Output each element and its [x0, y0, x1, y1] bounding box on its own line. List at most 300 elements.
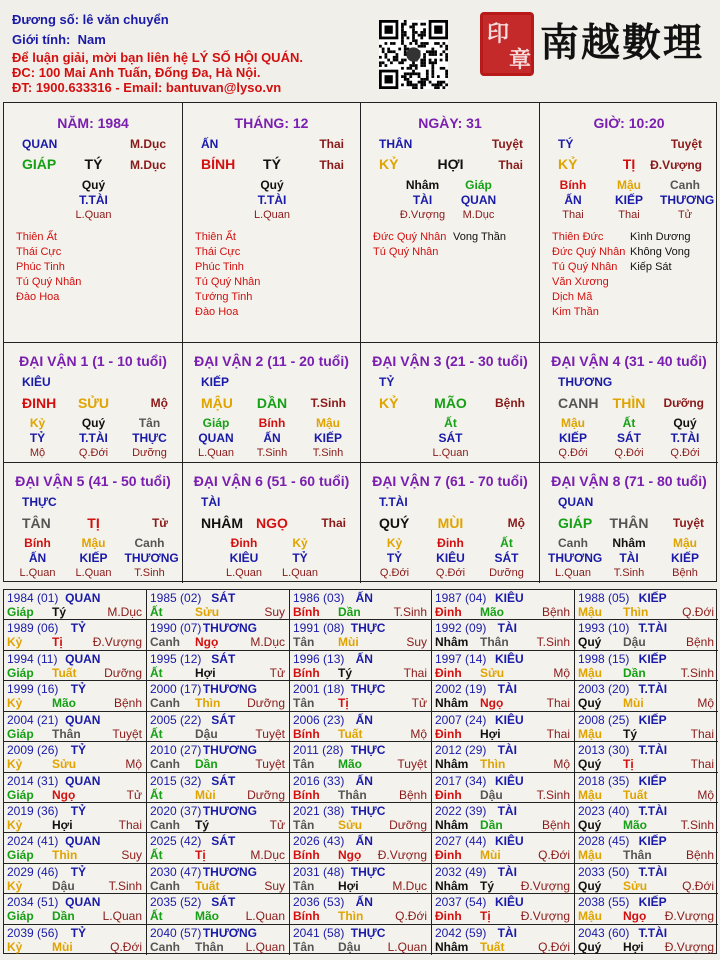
hidden-god: KIẾP [313, 431, 342, 445]
year-cell [432, 894, 575, 925]
year-cell [290, 620, 432, 651]
shensha-item: Kim Thần [552, 306, 599, 318]
year-status: Tuyệt [255, 727, 285, 741]
address-line: ĐC: 100 Mai Anh Tuấn, Đống Đa, Hà Nội. [12, 65, 261, 80]
year-status: M.Dục [392, 879, 427, 893]
shensha-item: Kiếp Sát [630, 261, 672, 273]
year-chi: Dậu [52, 879, 75, 893]
year-ten-god: TÀI [497, 682, 517, 696]
dai-van-chi: NGỌ [256, 515, 288, 531]
year-can: Đinh [435, 848, 462, 862]
hidden-status: Bệnh [672, 567, 698, 579]
year-can: Quý [578, 696, 602, 710]
hidden-status: L.Quan [75, 567, 112, 579]
year-status: Mộ [697, 696, 714, 710]
hidden-stem: Quý [260, 178, 284, 192]
hidden-stem: Đinh [230, 536, 258, 550]
year-chi: Hợi [623, 940, 644, 954]
year-status: Tuyệt [255, 757, 285, 771]
hidden-stem: Mậu [81, 536, 106, 550]
year-cell [432, 742, 575, 773]
hidden-stem: Đinh [437, 536, 464, 550]
dai-van-can: CANH [558, 395, 599, 411]
shensha-item: Văn Xương [552, 276, 609, 288]
hidden-status: T.Sinh [613, 567, 645, 579]
pillar-1 [4, 103, 183, 343]
hidden-god: T.TÀI [79, 431, 108, 445]
year-can: Đinh [435, 605, 462, 619]
year-cell [147, 742, 290, 773]
hidden-stem: Ất [622, 416, 636, 430]
year-label: 2013 (30) [578, 743, 630, 757]
contact-line: Để luận giải, mời bạn liên hệ LÝ SỐ HỘI QUÁN. [12, 50, 303, 65]
hidden-status: Dưỡng [132, 447, 167, 459]
year-chi: Ngọ [623, 909, 647, 923]
year-can: Mậu [578, 727, 602, 741]
year-cell [290, 742, 432, 773]
year-ten-god: SÁT [211, 713, 236, 727]
year-chi: Ngọ [52, 788, 76, 802]
year-chi: Tý [623, 727, 638, 741]
dai-van-lord: THỰC [22, 495, 57, 509]
year-cell [432, 590, 575, 620]
hidden-stem: Mậu [673, 536, 697, 550]
year-can: Mậu [578, 848, 602, 862]
year-label: 2003 (20) [578, 682, 630, 696]
hidden-status: L.Quan [75, 209, 112, 221]
year-chi: Mùi [623, 696, 644, 710]
year-cell [4, 681, 147, 712]
year-chi: Tuất [52, 666, 77, 680]
hidden-god: TÀI [619, 551, 639, 565]
year-chi: Dậu [623, 635, 646, 649]
year-label: 2018 (35) [578, 774, 630, 788]
year-status: Suy [406, 635, 427, 649]
dai-van-status: Tử [151, 516, 168, 530]
year-cell [432, 651, 575, 681]
hidden-status: M.Dục [462, 209, 495, 221]
year-status: Thai [546, 696, 570, 710]
year-status: Mộ [553, 757, 570, 771]
year-status: T.Sinh [108, 879, 142, 893]
hidden-status: Q.Đới [379, 567, 410, 579]
pillar-3 [361, 103, 540, 343]
shensha-item: Tú Quý Nhân [552, 261, 618, 273]
hidden-god: THƯƠNG [660, 193, 715, 207]
year-ten-god: THỰC [350, 682, 386, 696]
year-cell [4, 925, 147, 955]
year-cell [290, 773, 432, 803]
year-status: Đ.Vượng [377, 848, 427, 862]
year-can: Ất [150, 666, 163, 680]
dai-van-lord: TÀI [201, 495, 221, 509]
dai-van-title: ĐẠI VẬN 7 (61 - 70 tuổi) [372, 473, 528, 489]
hidden-status: Q.Đới [614, 447, 644, 459]
hidden-god: TỶ [386, 551, 403, 565]
year-can: Giáp [7, 848, 34, 862]
year-ten-god: T.TÀI [638, 865, 668, 879]
year-can: Canh [150, 635, 180, 649]
year-can: Bính [293, 605, 320, 619]
year-cell [432, 925, 575, 955]
dai-van-lord: QUAN [558, 495, 594, 509]
year-status: Dưỡng [104, 666, 142, 680]
shensha-item: Dịch Mã [552, 291, 593, 303]
year-cell [290, 833, 432, 864]
year-ten-god: TỶ [70, 621, 87, 635]
year-status: Dưỡng [247, 696, 285, 710]
year-ten-god: KIÊU [494, 591, 524, 605]
year-chi: Sửu [195, 605, 220, 619]
year-cell [4, 894, 147, 925]
year-ten-god: ẤN [355, 774, 373, 788]
year-chi: Dần [52, 909, 75, 923]
year-cell [147, 833, 290, 864]
year-cell [290, 925, 432, 955]
pillar-lord: THÂN [379, 137, 413, 151]
year-chi: Thìn [195, 696, 221, 710]
year-status: Mộ [697, 788, 714, 802]
year-chi: Tị [623, 757, 634, 771]
hidden-status: L.Quan [225, 567, 263, 579]
dai-van-2 [183, 343, 361, 463]
year-can: Nhâm [435, 879, 469, 893]
year-can: Đinh [435, 788, 462, 802]
year-status: Bệnh [541, 818, 570, 832]
year-label: 2008 (25) [578, 713, 630, 727]
year-can: Kỷ [7, 757, 23, 771]
year-cell [575, 833, 718, 864]
dai-van-4 [540, 343, 718, 463]
hidden-status: Dưỡng [489, 567, 524, 579]
year-ten-god: KIẾP [638, 834, 667, 848]
year-status: M.Dục [250, 848, 285, 862]
year-chi: Tị [195, 848, 206, 862]
year-cell [147, 773, 290, 803]
year-status: Suy [264, 879, 285, 893]
year-status: Tử [269, 818, 285, 832]
year-status: Tử [126, 788, 142, 802]
year-status: Q.Đới [395, 909, 427, 923]
year-can: Kỷ [7, 635, 23, 649]
year-label: 2036 (53) [293, 895, 345, 909]
hidden-stem: Bính [258, 416, 286, 430]
year-cell [290, 803, 432, 833]
year-ten-god: QUAN [65, 652, 101, 666]
dai-van-7 [361, 463, 540, 583]
year-label: 2030 (47) [150, 865, 202, 879]
shensha-item: Đức Quý Nhân [373, 231, 447, 243]
dai-van-status: Mộ [150, 396, 168, 410]
year-can: Mậu [578, 605, 602, 619]
shensha-item: Phúc Tinh [195, 261, 244, 273]
year-label: 2002 (19) [435, 682, 487, 696]
year-label: 2033 (50) [578, 865, 630, 879]
hidden-god: THƯƠNG [548, 551, 603, 565]
pillar-lord: QUAN [22, 137, 58, 151]
dai-van-title: ĐẠI VẬN 1 (1 - 10 tuổi) [19, 353, 167, 369]
year-status: Q.Đới [538, 848, 570, 862]
year-label: 2015 (32) [150, 774, 202, 788]
year-chi: Thìn [338, 909, 364, 923]
hidden-status: Tử [677, 209, 693, 221]
year-can: Đinh [435, 727, 462, 741]
year-can: Canh [150, 696, 180, 710]
year-cell [4, 712, 147, 742]
hidden-stem: Mậu [561, 416, 585, 430]
year-status: Thai [546, 727, 570, 741]
year-chi: Mão [623, 818, 647, 832]
year-chi: Mùi [52, 940, 73, 954]
year-chi: Thân [52, 727, 81, 741]
year-status: Q.Đới [538, 940, 570, 954]
brand-logo: 南越數理 [540, 20, 705, 66]
year-can: Nhâm [435, 696, 469, 710]
year-label: 2014 (31) [7, 774, 59, 788]
year-ten-god: KIẾP [638, 591, 667, 605]
year-cell [4, 803, 147, 833]
year-ten-god: KIẾP [638, 652, 667, 666]
year-cell [4, 590, 147, 620]
seal-icon: 印 章 [480, 12, 534, 76]
gender-value: Nam [77, 32, 106, 47]
year-can: Nhâm [435, 940, 469, 954]
year-status: Bệnh [541, 605, 570, 619]
year-ten-god: TỶ [70, 682, 87, 696]
hidden-status: Q.Đới [435, 567, 466, 579]
year-label: 2041 (58) [293, 926, 345, 940]
dai-van-status: Thai [321, 516, 346, 530]
year-chi: Sửu [338, 818, 363, 832]
year-label: 1993 (10) [578, 621, 630, 635]
year-status: Q.Đới [682, 879, 714, 893]
year-ten-god: TÀI [497, 804, 517, 818]
shensha-item: Kình Dương [630, 231, 691, 243]
name-value: lê văn chuyển [82, 12, 169, 27]
year-can: Bính [293, 909, 320, 923]
year-cell [4, 833, 147, 864]
year-chi: Sửu [480, 666, 505, 680]
year-can: Canh [150, 757, 180, 771]
year-label: 1999 (16) [7, 682, 59, 696]
year-cell [147, 681, 290, 712]
year-chi: Mão [195, 909, 219, 923]
hidden-god: T.TÀI [670, 431, 700, 445]
hidden-stem: Canh [558, 536, 588, 550]
year-can: Canh [150, 940, 180, 954]
year-chi: Mão [480, 605, 504, 619]
pillar-lord: TÝ [558, 137, 574, 151]
year-ten-god: THƯƠNG [202, 804, 258, 818]
year-can: Canh [150, 879, 180, 893]
dai-van-title: ĐẠI VẬN 2 (11 - 20 tuổi) [194, 353, 349, 369]
shensha-item: Đức Quý Nhân [552, 246, 626, 258]
year-can: Giáp [7, 727, 34, 741]
pillar-can: KỶ [379, 156, 399, 172]
year-can: Giáp [7, 788, 34, 802]
year-chi: Tý [195, 818, 210, 832]
year-can: Nhâm [435, 757, 469, 771]
qr-code-icon [379, 20, 448, 89]
dai-van-lord: TỶ [379, 375, 395, 389]
year-status: Dưỡng [247, 788, 285, 802]
pillar-title: THÁNG: 12 [234, 115, 309, 131]
year-label: 2028 (45) [578, 834, 630, 848]
year-ten-god: TỶ [70, 804, 87, 818]
year-cell [575, 590, 718, 620]
year-cell [575, 620, 718, 651]
pillar-status-2: Thai [319, 158, 344, 172]
hidden-god: TỶ [292, 551, 308, 565]
pillar-status-1: Tuyệt [670, 137, 702, 151]
year-can: Đinh [435, 909, 462, 923]
pillar-title: NĂM: 1984 [57, 115, 129, 131]
year-label: 2006 (23) [293, 713, 345, 727]
year-label: 1996 (13) [293, 652, 345, 666]
dai-van-can: KỶ [379, 395, 399, 411]
year-can: Quý [578, 757, 602, 771]
dai-van-can: QUÝ [379, 515, 410, 531]
year-ten-god: KIÊU [494, 834, 524, 848]
dai-van-lord: T.TÀI [379, 495, 408, 509]
hidden-status: T.Sinh [134, 567, 165, 579]
year-status: Mộ [553, 666, 570, 680]
year-cell [147, 651, 290, 681]
shensha-item: Thiên Ất [195, 231, 236, 243]
hidden-god: SÁT [438, 431, 463, 445]
dai-van-title: ĐẠI VẬN 8 (71 - 80 tuổi) [551, 473, 707, 489]
year-label: 2012 (29) [435, 743, 487, 757]
hidden-god: KIẾP [614, 193, 643, 207]
year-chi: Sửu [623, 879, 648, 893]
year-can: Giáp [7, 666, 34, 680]
year-label: 1989 (06) [7, 621, 59, 635]
year-can: Quý [578, 818, 602, 832]
year-can: Tân [293, 940, 315, 954]
year-chi: Ngọ [195, 635, 219, 649]
year-chi: Sửu [52, 757, 77, 771]
year-chi: Dần [195, 757, 218, 771]
dai-van-chi: SỬU [77, 395, 110, 411]
year-chi: Dậu [338, 940, 361, 954]
shensha-item: Phúc Tinh [16, 261, 65, 273]
dai-van-chi: MÃO [434, 395, 467, 411]
pillar-can: GIÁP [22, 156, 57, 172]
year-can: Kỷ [7, 940, 23, 954]
hidden-status: L.Quan [197, 447, 235, 459]
year-can: Mậu [578, 788, 602, 802]
year-ten-god: T.TÀI [638, 804, 668, 818]
name-line [12, 12, 169, 27]
year-status: L.Quan [387, 940, 427, 954]
pillar-status-2: Thai [498, 158, 523, 172]
year-ten-god: ẤN [355, 834, 373, 848]
pillar-chi: HỢI [437, 156, 464, 172]
year-label: 1994 (11) [7, 652, 58, 666]
year-cell [4, 864, 147, 894]
year-cell [575, 925, 718, 955]
year-status: Mộ [125, 757, 142, 771]
year-cell [575, 651, 718, 681]
year-chi: Dậu [480, 788, 503, 802]
year-label: 1990 (07) [150, 621, 202, 635]
year-label: 2001 (18) [293, 682, 345, 696]
chart-grid [3, 102, 717, 582]
shensha-item: Tướng Tinh [195, 291, 253, 303]
pillar-status-1: M.Dục [130, 137, 166, 151]
year-label: 2010 (27) [150, 743, 202, 757]
dai-van-chi: THÌN [612, 395, 646, 411]
hidden-god: KIẾP [79, 551, 108, 565]
year-chi: Ngọ [480, 696, 504, 710]
year-cell [147, 590, 290, 620]
year-label: 2029 (46) [7, 865, 59, 879]
year-ten-god: THƯƠNG [202, 926, 258, 940]
year-label: 2037 (54) [435, 895, 487, 909]
pillar-status-2: M.Dục [130, 158, 166, 172]
dai-van-can: ĐINH [22, 395, 57, 411]
year-cell [147, 712, 290, 742]
hidden-status: T.Sinh [312, 447, 344, 459]
year-chi: Dần [480, 818, 503, 832]
year-status: Suy [264, 605, 285, 619]
year-cell [432, 712, 575, 742]
pillar-2 [183, 103, 361, 343]
year-label: 1997 (14) [435, 652, 487, 666]
hidden-stem: Nhâm [405, 178, 440, 192]
dai-van-status: Tuyệt [672, 516, 704, 530]
year-status: Tử [269, 666, 285, 680]
year-status: Đ.Vượng [520, 879, 570, 893]
phone-line: ĐT: 1900.633316 - Email: bantuvan@lyso.vn [12, 80, 282, 95]
year-status: T.Sinh [536, 635, 570, 649]
year-ten-god: T.TÀI [638, 682, 668, 696]
year-ten-god: T.TÀI [638, 621, 668, 635]
year-status: Q.Đới [110, 940, 142, 954]
year-chi: Thân [195, 940, 224, 954]
hidden-god: KIẾP [558, 431, 587, 445]
year-can: Bính [293, 727, 320, 741]
dai-van-6 [183, 463, 361, 583]
hidden-stem: Canh [134, 536, 165, 550]
year-ten-god: THƯƠNG [202, 621, 258, 635]
year-label: 1987 (04) [435, 591, 487, 605]
hidden-status: L.Quan [19, 567, 56, 579]
year-can: Ất [150, 848, 163, 862]
dai-van-status: Mộ [507, 516, 525, 530]
shensha-item: Tú Quý Nhân [16, 276, 82, 288]
year-ten-god: TÀI [497, 926, 517, 940]
pillar-title: NGÀY: 31 [418, 115, 482, 131]
year-ten-god: QUAN [65, 713, 101, 727]
year-status: Thai [118, 818, 142, 832]
hidden-god: THƯƠNG [124, 551, 179, 565]
year-ten-god: TÀI [497, 865, 517, 879]
year-cell [432, 773, 575, 803]
year-ten-god: TÀI [497, 743, 517, 757]
year-status: T.Sinh [536, 788, 570, 802]
year-status: Bệnh [398, 788, 427, 802]
year-can: Bính [293, 788, 320, 802]
year-ten-god: THƯƠNG [202, 743, 258, 757]
shensha-item: Thiên Ất [16, 231, 57, 243]
year-cell [432, 833, 575, 864]
hidden-stem: Mậu [617, 178, 641, 192]
year-ten-god: ẤN [355, 713, 373, 727]
dai-van-title: ĐẠI VẬN 4 (31 - 40 tuổi) [551, 353, 707, 369]
shensha-item: Không Vong [630, 246, 690, 258]
hidden-stem: Tân [138, 416, 161, 430]
